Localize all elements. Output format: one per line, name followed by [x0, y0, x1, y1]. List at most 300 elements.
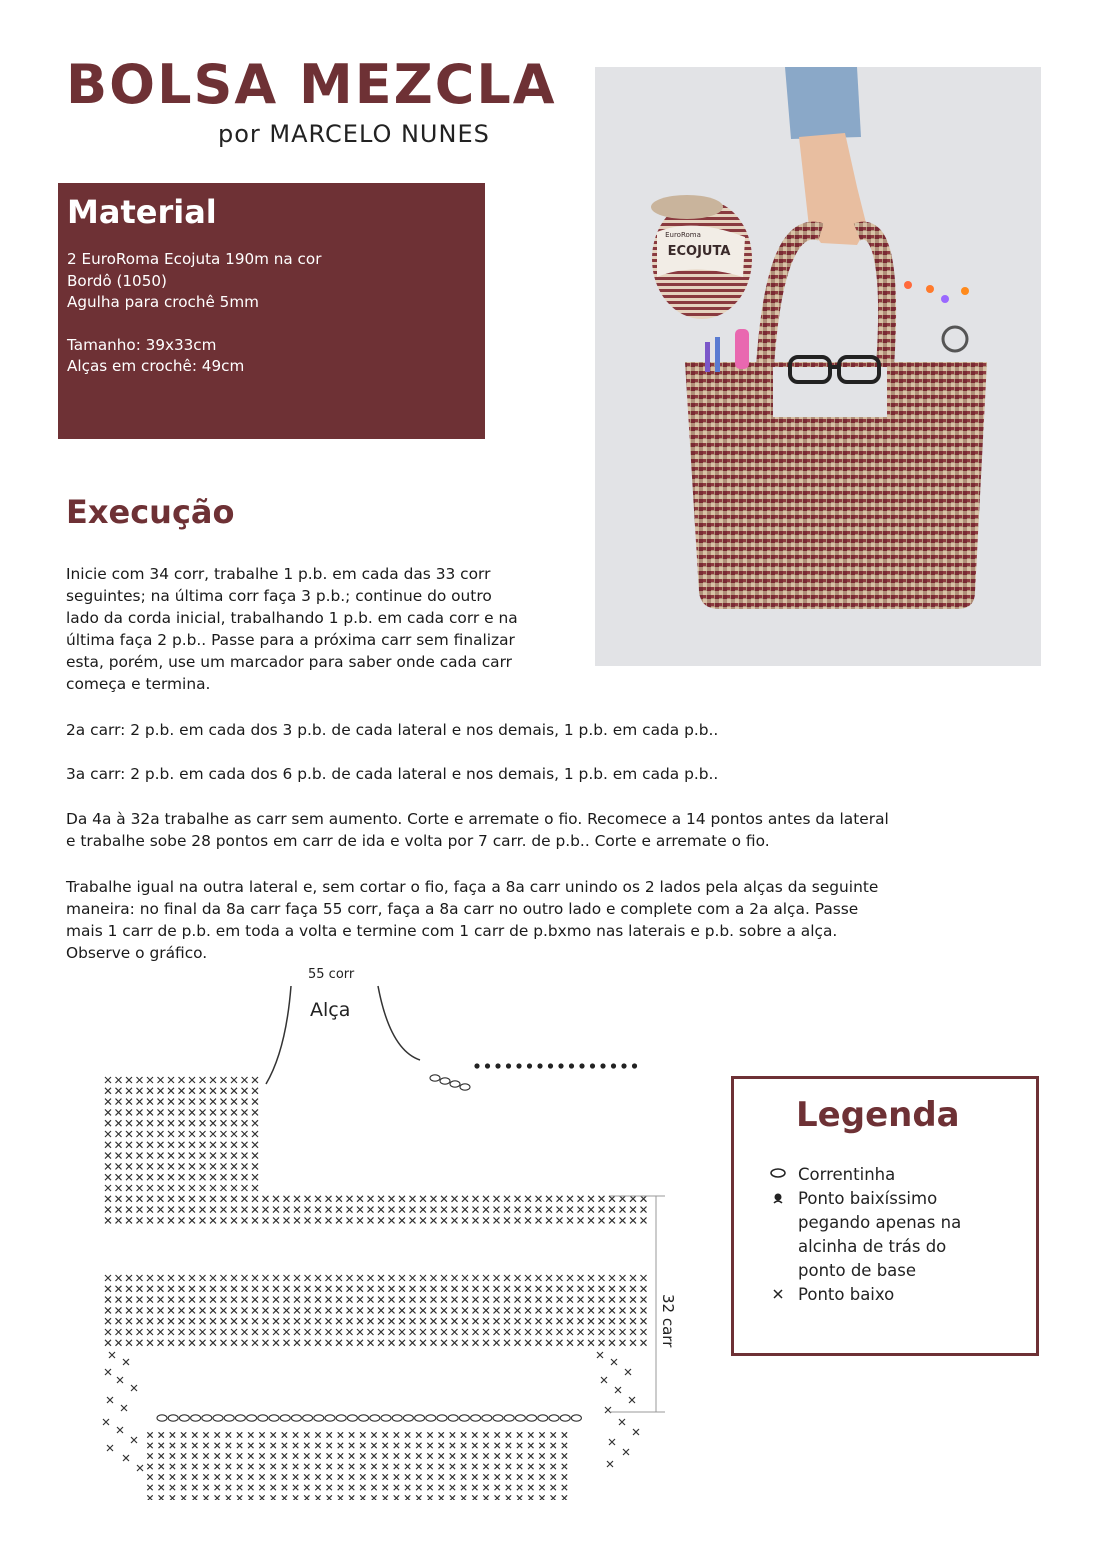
single-crochet-mark	[159, 1474, 164, 1479]
single-crochet-mark	[473, 1275, 479, 1281]
single-crochet-mark	[294, 1318, 300, 1324]
single-crochet-mark	[126, 1297, 132, 1303]
single-crochet-mark	[305, 1217, 311, 1223]
single-crochet-mark	[231, 1163, 237, 1169]
single-crochet-mark	[147, 1474, 152, 1479]
single-crochet-mark	[221, 1163, 227, 1169]
single-crochet-mark	[368, 1196, 374, 1202]
single-crochet-mark	[536, 1329, 542, 1335]
single-crochet-mark	[394, 1495, 399, 1500]
single-crochet-mark	[200, 1297, 206, 1303]
single-crochet-mark	[192, 1474, 197, 1479]
single-crochet-mark	[567, 1275, 573, 1281]
single-crochet-mark	[410, 1217, 416, 1223]
single-crochet-mark	[536, 1286, 542, 1292]
single-crochet-mark	[189, 1340, 195, 1346]
chain-mark	[291, 1415, 301, 1421]
single-crochet-mark	[539, 1474, 544, 1479]
chart-stitches	[103, 1063, 647, 1500]
single-crochet-mark	[231, 1153, 237, 1159]
single-crochet-mark	[305, 1275, 311, 1281]
single-crochet-mark	[131, 1385, 137, 1391]
single-crochet-mark	[231, 1275, 237, 1281]
single-crochet-mark	[210, 1120, 216, 1126]
chain-mark	[347, 1415, 357, 1421]
single-crochet-mark	[315, 1318, 321, 1324]
single-crochet-mark	[462, 1307, 468, 1313]
single-crochet-mark	[259, 1495, 264, 1500]
single-crochet-mark	[221, 1217, 227, 1223]
single-crochet-mark	[416, 1495, 421, 1500]
single-crochet-mark	[599, 1196, 605, 1202]
handle-chain-left	[266, 986, 291, 1084]
single-crochet-mark	[539, 1432, 544, 1437]
single-crochet-mark	[226, 1474, 231, 1479]
single-crochet-mark	[282, 1495, 287, 1500]
single-crochet-mark	[116, 1088, 122, 1094]
single-crochet-mark	[338, 1453, 343, 1458]
single-crochet-mark	[578, 1217, 584, 1223]
single-crochet-mark	[273, 1297, 279, 1303]
single-crochet-mark	[179, 1318, 185, 1324]
single-crochet-mark	[117, 1427, 123, 1433]
single-crochet-mark	[179, 1131, 185, 1137]
single-crochet-mark	[242, 1185, 248, 1191]
single-crochet-mark	[116, 1120, 122, 1126]
single-crochet-mark	[399, 1318, 405, 1324]
single-crochet-mark	[179, 1207, 185, 1213]
chain-mark	[549, 1415, 559, 1421]
single-crochet-mark	[410, 1275, 416, 1281]
single-crochet-mark	[473, 1207, 479, 1213]
single-crochet-mark	[137, 1207, 143, 1213]
single-crochet-mark	[383, 1443, 388, 1448]
single-crochet-mark	[304, 1443, 309, 1448]
single-crochet-mark	[483, 1485, 488, 1490]
single-crochet-mark	[326, 1318, 332, 1324]
single-crochet-mark	[137, 1088, 143, 1094]
single-crochet-mark	[495, 1432, 500, 1437]
single-crochet-mark	[192, 1464, 197, 1469]
single-crochet-mark	[109, 1352, 115, 1358]
single-crochet-mark	[473, 1318, 479, 1324]
chain-mark	[437, 1415, 447, 1421]
single-crochet-mark	[179, 1307, 185, 1313]
single-crochet-mark	[599, 1286, 605, 1292]
chain-mark	[527, 1415, 537, 1421]
single-crochet-mark	[399, 1286, 405, 1292]
single-crochet-mark	[105, 1153, 111, 1159]
material-line: Agulha para crochê 5mm	[67, 293, 259, 311]
single-crochet-mark	[248, 1485, 253, 1490]
single-crochet-mark	[347, 1196, 353, 1202]
single-crochet-mark	[105, 1088, 111, 1094]
single-crochet-mark	[567, 1196, 573, 1202]
single-crochet-mark	[210, 1217, 216, 1223]
single-crochet-mark	[517, 1495, 522, 1500]
single-crochet-mark	[116, 1307, 122, 1313]
single-crochet-mark	[462, 1318, 468, 1324]
single-crochet-mark	[305, 1340, 311, 1346]
single-crochet-mark	[131, 1437, 137, 1443]
single-crochet-mark	[439, 1464, 444, 1469]
single-crochet-mark	[461, 1485, 466, 1490]
single-crochet-mark	[158, 1077, 164, 1083]
single-crochet-mark	[630, 1217, 636, 1223]
single-crochet-mark	[200, 1217, 206, 1223]
single-crochet-mark	[305, 1207, 311, 1213]
single-crochet-mark	[462, 1196, 468, 1202]
single-crochet-mark	[326, 1297, 332, 1303]
single-crochet-mark	[630, 1340, 636, 1346]
single-crochet-mark	[609, 1307, 615, 1313]
single-crochet-mark	[461, 1495, 466, 1500]
single-crochet-mark	[259, 1474, 264, 1479]
single-crochet-mark	[452, 1217, 458, 1223]
single-crochet-mark	[389, 1275, 395, 1281]
single-crochet-mark	[116, 1275, 122, 1281]
single-crochet-mark	[336, 1217, 342, 1223]
chain-mark	[448, 1415, 458, 1421]
single-crochet-mark	[242, 1131, 248, 1137]
single-crochet-mark	[567, 1318, 573, 1324]
single-crochet-mark	[431, 1318, 437, 1324]
single-crochet-mark	[427, 1464, 432, 1469]
single-crochet-mark	[473, 1297, 479, 1303]
single-crochet-mark	[242, 1207, 248, 1213]
single-crochet-mark	[231, 1196, 237, 1202]
single-crochet-mark	[588, 1207, 594, 1213]
single-crochet-mark	[168, 1340, 174, 1346]
single-crochet-mark	[630, 1286, 636, 1292]
single-crochet-mark	[599, 1275, 605, 1281]
single-crochet-mark	[221, 1286, 227, 1292]
single-crochet-mark	[271, 1495, 276, 1500]
intro-line: última faça 2 p.b.. Passe para a próxima carr sem finalizar	[66, 631, 515, 649]
single-crochet-mark	[483, 1275, 489, 1281]
single-crochet-mark	[271, 1432, 276, 1437]
single-crochet-mark	[338, 1474, 343, 1479]
single-crochet-mark	[551, 1443, 556, 1448]
single-crochet-mark	[158, 1099, 164, 1105]
single-crochet-mark	[116, 1109, 122, 1115]
single-crochet-mark	[461, 1432, 466, 1437]
single-crochet-mark	[242, 1109, 248, 1115]
single-crochet-mark	[284, 1286, 290, 1292]
single-crochet-mark	[416, 1464, 421, 1469]
single-crochet-mark	[147, 1453, 152, 1458]
single-crochet-mark	[200, 1131, 206, 1137]
single-crochet-mark	[562, 1495, 567, 1500]
single-crochet-mark	[515, 1307, 521, 1313]
single-crochet-mark	[248, 1453, 253, 1458]
single-crochet-mark	[551, 1474, 556, 1479]
single-crochet-mark	[588, 1286, 594, 1292]
single-crochet-mark	[179, 1174, 185, 1180]
yarn-brand: EuroRoma	[665, 231, 701, 239]
single-crochet-mark	[293, 1474, 298, 1479]
single-crochet-mark	[427, 1495, 432, 1500]
single-crochet-mark	[567, 1286, 573, 1292]
single-crochet-mark	[473, 1286, 479, 1292]
single-crochet-mark	[515, 1217, 521, 1223]
single-crochet-mark	[252, 1099, 258, 1105]
single-crochet-mark	[504, 1207, 510, 1213]
single-crochet-mark	[494, 1329, 500, 1335]
single-crochet-mark	[168, 1109, 174, 1115]
single-crochet-mark	[473, 1340, 479, 1346]
single-crochet-mark	[462, 1275, 468, 1281]
single-crochet-mark	[137, 1174, 143, 1180]
single-crochet-mark	[360, 1485, 365, 1490]
chain-mark	[303, 1415, 313, 1421]
single-crochet-mark	[620, 1340, 626, 1346]
single-crochet-mark	[116, 1196, 122, 1202]
single-crochet-mark	[357, 1275, 363, 1281]
single-crochet-mark	[399, 1275, 405, 1281]
single-crochet-mark	[562, 1485, 567, 1490]
single-crochet-mark	[368, 1286, 374, 1292]
single-crochet-mark	[192, 1443, 197, 1448]
single-crochet-mark	[641, 1340, 647, 1346]
single-crochet-mark	[126, 1307, 132, 1313]
single-crochet-mark	[494, 1217, 500, 1223]
single-crochet-mark	[200, 1174, 206, 1180]
crochet-hook	[715, 337, 720, 372]
single-crochet-mark	[221, 1207, 227, 1213]
single-crochet-mark	[200, 1163, 206, 1169]
single-crochet-mark	[504, 1329, 510, 1335]
single-crochet-mark	[405, 1485, 410, 1490]
single-crochet-mark	[609, 1207, 615, 1213]
single-crochet-mark	[360, 1464, 365, 1469]
single-crochet-mark	[347, 1207, 353, 1213]
single-crochet-mark	[189, 1297, 195, 1303]
single-crochet-mark	[389, 1207, 395, 1213]
legend-item	[758, 1187, 961, 1283]
single-crochet-mark	[189, 1329, 195, 1335]
single-crochet-mark	[588, 1340, 594, 1346]
single-crochet-mark	[472, 1495, 477, 1500]
single-crochet-mark	[506, 1474, 511, 1479]
chain-mark	[515, 1415, 525, 1421]
chain-mark	[471, 1415, 481, 1421]
single-crochet-mark	[252, 1318, 258, 1324]
single-crochet-mark	[215, 1453, 220, 1458]
single-crochet-mark	[107, 1397, 113, 1403]
chain-mark	[213, 1415, 223, 1421]
single-crochet-mark	[237, 1495, 242, 1500]
single-crochet-mark	[462, 1207, 468, 1213]
single-crochet-mark	[126, 1120, 132, 1126]
crochet-hook	[705, 342, 710, 372]
single-crochet-mark	[462, 1297, 468, 1303]
single-crochet-mark	[203, 1474, 208, 1479]
single-crochet-mark	[179, 1142, 185, 1148]
single-crochet-mark	[116, 1174, 122, 1180]
single-crochet-mark	[181, 1474, 186, 1479]
single-crochet-mark	[461, 1443, 466, 1448]
single-crochet-mark	[237, 1485, 242, 1490]
single-crochet-mark	[263, 1207, 269, 1213]
single-crochet-mark	[221, 1142, 227, 1148]
single-crochet-mark	[557, 1340, 563, 1346]
single-crochet-mark	[293, 1485, 298, 1490]
single-crochet-mark	[578, 1318, 584, 1324]
single-crochet-mark	[305, 1318, 311, 1324]
single-crochet-mark	[147, 1275, 153, 1281]
single-crochet-mark	[472, 1474, 477, 1479]
single-crochet-mark	[368, 1217, 374, 1223]
single-crochet-mark	[221, 1340, 227, 1346]
single-crochet-mark	[158, 1297, 164, 1303]
single-crochet-mark	[546, 1286, 552, 1292]
chain-mark	[336, 1415, 346, 1421]
single-crochet-mark	[105, 1297, 111, 1303]
single-crochet-mark	[192, 1453, 197, 1458]
single-crochet-mark	[495, 1453, 500, 1458]
single-crochet-mark	[483, 1340, 489, 1346]
single-crochet-mark	[588, 1275, 594, 1281]
single-crochet-mark	[399, 1207, 405, 1213]
single-crochet-mark	[126, 1088, 132, 1094]
single-crochet-mark	[105, 1329, 111, 1335]
single-crochet-mark	[179, 1077, 185, 1083]
legend-title: Legenda	[796, 1095, 960, 1135]
single-crochet-mark	[271, 1464, 276, 1469]
single-crochet-mark	[137, 1196, 143, 1202]
single-crochet-mark	[472, 1485, 477, 1490]
single-crochet-mark	[349, 1432, 354, 1437]
single-crochet-mark	[116, 1217, 122, 1223]
single-crochet-mark	[242, 1318, 248, 1324]
chain-mark	[440, 1078, 450, 1084]
single-crochet-mark	[528, 1495, 533, 1500]
single-crochet-mark	[221, 1099, 227, 1105]
single-crochet-mark	[450, 1464, 455, 1469]
chain-mark	[224, 1415, 234, 1421]
single-crochet-mark	[338, 1485, 343, 1490]
single-crochet-mark	[504, 1217, 510, 1223]
single-crochet-mark	[159, 1453, 164, 1458]
single-crochet-mark	[248, 1464, 253, 1469]
single-crochet-mark	[562, 1474, 567, 1479]
single-crochet-mark	[147, 1099, 153, 1105]
chain-count-label: 55 corr	[308, 967, 355, 982]
chain-mark	[325, 1415, 335, 1421]
single-crochet-mark	[368, 1318, 374, 1324]
single-crochet-mark	[242, 1120, 248, 1126]
single-crochet-mark	[483, 1453, 488, 1458]
author-line: por MARCELO NUNES	[218, 120, 490, 148]
single-crochet-mark	[294, 1297, 300, 1303]
single-crochet-mark	[215, 1485, 220, 1490]
single-crochet-mark	[105, 1131, 111, 1137]
single-crochet-mark	[231, 1297, 237, 1303]
single-crochet-mark	[525, 1217, 531, 1223]
single-crochet-mark	[431, 1297, 437, 1303]
single-crochet-mark	[126, 1340, 132, 1346]
single-crochet-mark	[562, 1453, 567, 1458]
slip-stitch-mark	[516, 1063, 521, 1068]
single-crochet-mark	[210, 1275, 216, 1281]
single-crochet-mark	[242, 1142, 248, 1148]
single-crochet-mark	[147, 1142, 153, 1148]
single-crochet-mark	[189, 1217, 195, 1223]
single-crochet-mark	[472, 1453, 477, 1458]
single-crochet-mark	[630, 1329, 636, 1335]
single-crochet-mark	[263, 1307, 269, 1313]
single-crochet-mark	[410, 1340, 416, 1346]
single-crochet-mark	[472, 1464, 477, 1469]
single-crochet-mark	[210, 1142, 216, 1148]
chain-mark	[459, 1415, 469, 1421]
single-crochet-mark	[450, 1432, 455, 1437]
legend-item	[758, 1163, 895, 1187]
single-crochet-mark	[137, 1142, 143, 1148]
single-crochet-mark	[147, 1077, 153, 1083]
single-crochet-mark	[315, 1340, 321, 1346]
single-crochet-mark	[452, 1307, 458, 1313]
stitch-marker	[926, 285, 934, 293]
single-crochet-mark	[326, 1196, 332, 1202]
single-crochet-mark	[107, 1445, 113, 1451]
single-crochet-mark	[389, 1318, 395, 1324]
single-crochet-mark	[126, 1077, 132, 1083]
single-crochet-mark	[327, 1474, 332, 1479]
single-crochet-mark	[441, 1318, 447, 1324]
single-crochet-mark	[394, 1453, 399, 1458]
slip-stitch-mark	[590, 1063, 595, 1068]
single-crochet-mark	[483, 1443, 488, 1448]
single-crochet-mark	[439, 1485, 444, 1490]
single-crochet-mark	[378, 1275, 384, 1281]
single-crochet-mark	[383, 1495, 388, 1500]
chain-mark	[430, 1075, 440, 1081]
single-crochet-mark	[263, 1340, 269, 1346]
single-crochet-mark	[147, 1185, 153, 1191]
single-crochet-mark	[179, 1275, 185, 1281]
single-crochet-mark	[347, 1307, 353, 1313]
measuring-tape	[735, 329, 749, 369]
single-crochet-mark	[126, 1207, 132, 1213]
single-crochet-mark	[327, 1485, 332, 1490]
single-crochet-mark	[304, 1464, 309, 1469]
single-crochet-mark	[546, 1329, 552, 1335]
single-crochet-mark	[210, 1088, 216, 1094]
single-crochet-mark	[546, 1196, 552, 1202]
single-crochet-mark	[123, 1455, 129, 1461]
single-crochet-mark	[347, 1297, 353, 1303]
single-crochet-mark	[168, 1142, 174, 1148]
single-crochet-mark	[441, 1286, 447, 1292]
single-crochet-mark	[116, 1340, 122, 1346]
single-crochet-mark	[200, 1185, 206, 1191]
chain-mark	[504, 1415, 514, 1421]
single-crochet-mark	[405, 1432, 410, 1437]
single-crochet-mark	[221, 1077, 227, 1083]
single-crochet-mark	[539, 1495, 544, 1500]
chain-mark	[571, 1415, 581, 1421]
single-crochet-mark	[168, 1153, 174, 1159]
single-crochet-mark	[158, 1109, 164, 1115]
legend-item	[758, 1283, 894, 1307]
single-crochet-mark	[105, 1340, 111, 1346]
single-crochet-mark	[504, 1275, 510, 1281]
single-crochet-mark	[105, 1217, 111, 1223]
single-crochet-mark	[315, 1495, 320, 1500]
final-line: mais 1 carr de p.b. em toda a volta e termine com 1 carr de p.bxmo nas laterais e p.b. sobre a alça.	[66, 922, 838, 940]
